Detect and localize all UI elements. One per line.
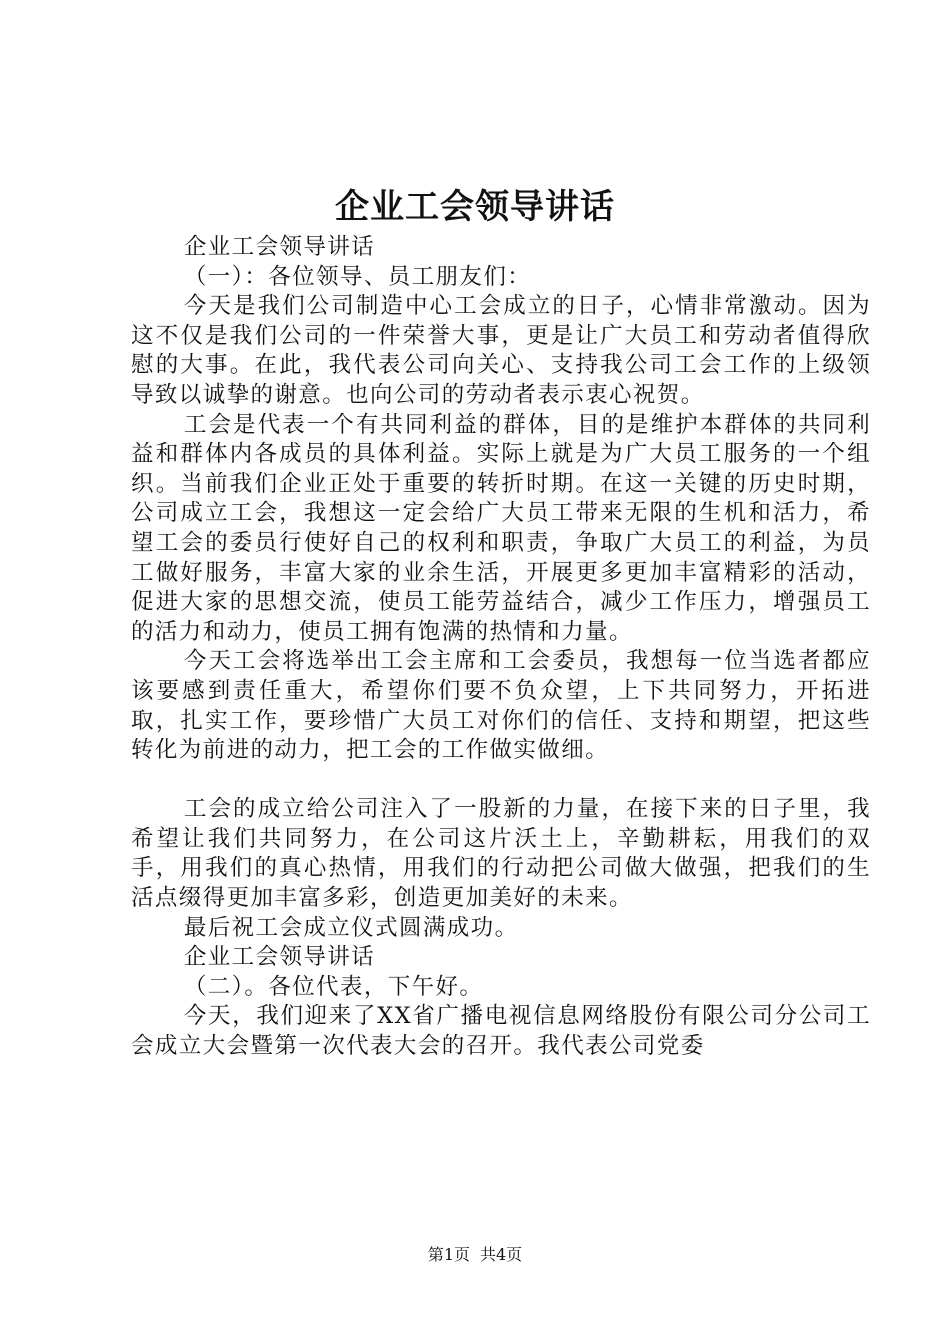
paragraph-salutation-2: （二）。各位代表，下午好。 — [183, 973, 484, 1000]
paragraph-future: 工会的成立给公司注入了一股新的力量，在接下来的日子里，我希望让我们共同努力，在公司这片沃土上，辛勤耕耘，用我们的双手，用我们的真心热情，用我们的行动把公司做大做强，把我们的生活点缀得更加丰富多彩，创造更加美好的未来。 — [131, 796, 871, 912]
paragraph-salutation-1: （一）：各位领导、员工朋友们： — [183, 263, 532, 290]
page-total: 共4页 — [480, 1245, 523, 1264]
document-title: 企业工会领导讲话 — [335, 187, 615, 227]
paragraph-closing-wish: 最后祝工会成立仪式圆满成功。 — [183, 914, 519, 941]
paragraph-spacer — [131, 766, 871, 796]
paragraph-subtitle-1: 企业工会领导讲话 — [183, 234, 376, 260]
paragraph-election: 今天工会将选举出工会主席和工会委员，我想每一位当选者都应该要感到责任重大，希望你们要不负众望，上下共同努力，开拓进取，扎实工作，要珍惜广大员工对你们的信任、支持和期望，把这些转化为前进的动力，把工会的工作做实做细。 — [131, 648, 871, 764]
page-footer — [0, 1244, 950, 1266]
paragraph-second-opening: 今天，我们迎来了XX省广播电视信息网络股份有限公司分公司工会成立大会暨第一次代表大会的召开。我代表公司党委 — [131, 1003, 871, 1060]
page-number: 第1页 — [427, 1245, 470, 1264]
paragraph-subtitle-2: 企业工会领导讲话 — [183, 944, 376, 971]
document-body — [131, 233, 871, 1062]
paragraph-union-purpose: 工会是代表一个有共同利益的群体，目的是维护本群体的共同利益和群体内各成员的具体利益。实际上就是为广大员工服务的一个组织。当前我们企业正处于重要的转折时期。在这一关键的历史时期，公司成立工会，我想这一定会给广大员工带来无限的生机和活力，希望工会的委员行使好自己的权利和职责，争取广大员工的利益，为员工做好服务，丰富大家的业余生活，开展更多更加丰富精彩的活动，促进大家的思想交流，使员工能劳益结合，减少工作压力，增强员工的活力和动力，使员工拥有饱满的热情和力量。 — [131, 411, 871, 645]
paragraph-opening: 今天是我们公司制造中心工会成立的日子，心情非常激动。因为这不仅是我们公司的一件荣誉大事，更是让广大员工和劳动者值得欣慰的大事。在此，我代表公司向关心、支持我公司工会工作的上级领导致以诚挚的谢意。也向公司的劳动者表示衷心祝贺。 — [131, 293, 871, 408]
